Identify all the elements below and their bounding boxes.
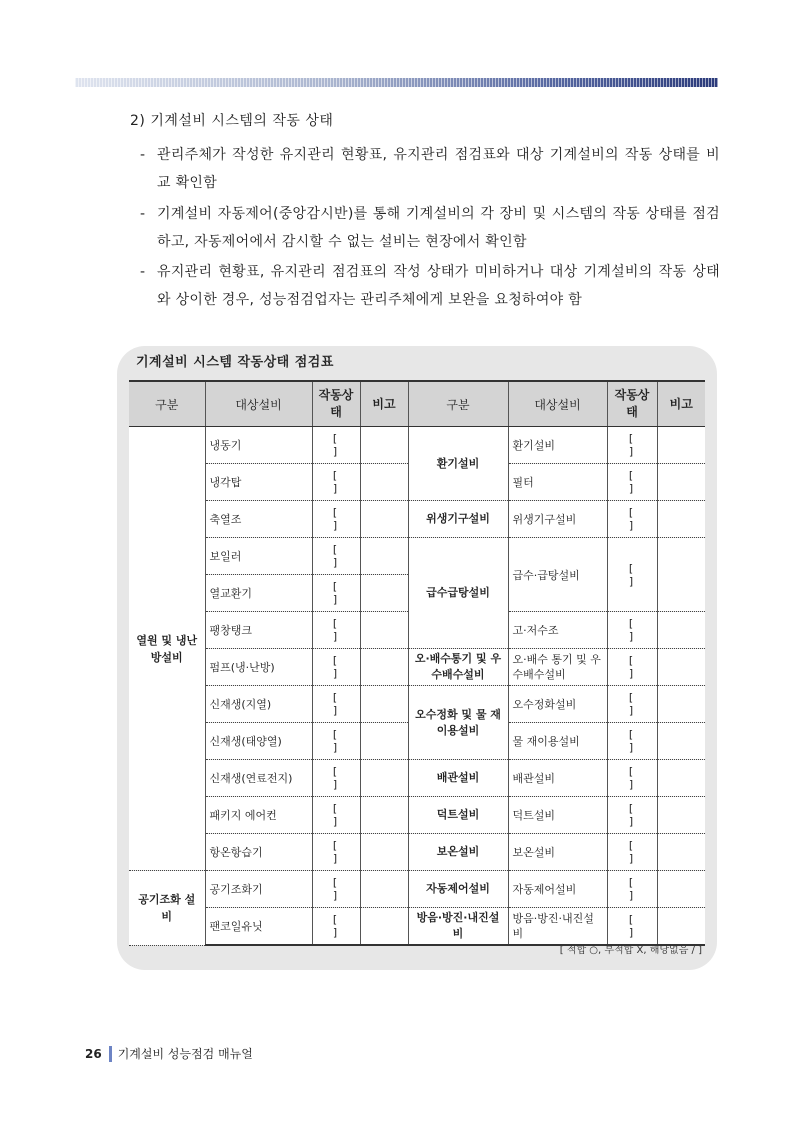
remark-cell[interactable]	[657, 797, 705, 834]
header-category: 구분	[408, 381, 508, 427]
remark-cell[interactable]	[360, 649, 408, 686]
equipment-cell: 열교환기	[205, 575, 312, 612]
operation-check[interactable]: [ ]	[312, 871, 360, 908]
bullet-mark: -	[140, 206, 146, 222]
table-row	[129, 501, 705, 538]
category-water: 급수급탕설비	[408, 538, 508, 649]
remark-cell[interactable]	[657, 871, 705, 908]
operation-check[interactable]: [ ]	[607, 686, 657, 723]
equipment-cell: 위생기구설비	[508, 501, 607, 538]
table-row	[129, 834, 705, 871]
equipment-cell: 축열조	[205, 501, 312, 538]
remark-cell[interactable]	[657, 612, 705, 649]
equipment-cell: 냉각탑	[205, 464, 312, 501]
operation-check[interactable]: [ ]	[607, 501, 657, 538]
category-control: 자동제어설비	[408, 871, 508, 908]
remark-cell[interactable]	[657, 464, 705, 501]
equipment-cell: 물 재이용설비	[508, 723, 607, 760]
checklist-title: 기계설비 시스템 작동상태 점검표	[136, 355, 334, 370]
equipment-cell: 덕트설비	[508, 797, 607, 834]
header-remark: 비고	[657, 381, 705, 427]
table-row	[129, 686, 705, 723]
bullet-item	[130, 141, 720, 197]
remark-cell[interactable]	[360, 760, 408, 797]
category-sanitary: 위생기구설비	[408, 501, 508, 538]
footer-title: 기계설비 성능점검 매뉴얼	[117, 1047, 253, 1061]
section-heading: 2) 기계설비 시스템의 작동 상태	[130, 113, 334, 129]
header-category: 구분	[129, 381, 205, 427]
equipment-cell: 신재생(지열)	[205, 686, 312, 723]
operation-check[interactable]: [ ]	[312, 501, 360, 538]
operation-check[interactable]: [ ]	[312, 612, 360, 649]
header-decoration-bar	[75, 78, 718, 87]
equipment-cell: 항온항습기	[205, 834, 312, 871]
table-legend: [ 적합 ○, 부적합 X, 해당없음 / ]	[559, 945, 702, 956]
equipment-cell: 오수정화설비	[508, 686, 607, 723]
remark-cell[interactable]	[657, 760, 705, 797]
equipment-cell: 냉동기	[205, 427, 312, 464]
equipment-cell: 보온설비	[508, 834, 607, 871]
equipment-cell: 급수·급탕설비	[508, 538, 607, 612]
remark-cell[interactable]	[360, 797, 408, 834]
remark-cell[interactable]	[657, 686, 705, 723]
equipment-cell: 배관설비	[508, 760, 607, 797]
equipment-cell: 환기설비	[508, 427, 607, 464]
operation-check[interactable]: [ ]	[312, 760, 360, 797]
remark-cell[interactable]	[360, 427, 408, 464]
remark-cell[interactable]	[360, 871, 408, 908]
bullet-item	[130, 258, 720, 314]
equipment-cell: 오·배수 통기 및 우수배수설비	[508, 649, 607, 686]
remark-cell[interactable]	[657, 427, 705, 464]
page-footer	[85, 1045, 253, 1062]
bullet-item	[130, 200, 720, 256]
operation-check[interactable]: [ ]	[607, 834, 657, 871]
table-row	[129, 760, 705, 797]
equipment-cell: 펌프(냉·난방)	[205, 649, 312, 686]
category-sewage: 오수정화 및 물 재이용설비	[408, 686, 508, 760]
remark-cell[interactable]	[360, 538, 408, 575]
operation-check[interactable]: [ ]	[312, 464, 360, 501]
header-operation: 작동상태	[312, 381, 360, 427]
operation-check[interactable]: [ ]	[607, 908, 657, 946]
table-row	[129, 649, 705, 686]
operation-check[interactable]: [ ]	[607, 649, 657, 686]
bullet-mark: -	[140, 147, 146, 163]
table-row	[129, 797, 705, 834]
remark-cell[interactable]	[360, 723, 408, 760]
bullet-text: 관리주체가 작성한 유지관리 현황표, 유지관리 점검표와 대상 기계설비의 작동 상태를 비교 확인함	[157, 147, 720, 191]
bullet-text: 기계설비 자동제어(중앙감시반)를 통해 기계설비의 각 장비 및 시스템의 작동 상태를 점검하고, 자동제어에서 감시할 수 없는 설비는 현장에서 확인함	[157, 206, 720, 250]
operation-check[interactable]: [ ]	[607, 427, 657, 464]
equipment-cell: 방음·방진·내진설비	[508, 908, 607, 946]
remark-cell[interactable]	[360, 908, 408, 946]
category-heating: 열원 및 냉난방설비	[129, 427, 205, 871]
equipment-cell: 고·저수조	[508, 612, 607, 649]
operation-check[interactable]: [ ]	[312, 649, 360, 686]
equipment-cell: 팽창탱크	[205, 612, 312, 649]
footer-divider	[109, 1046, 112, 1062]
operation-check[interactable]: [ ]	[312, 797, 360, 834]
bullet-mark: -	[140, 264, 146, 280]
operation-check[interactable]: [ ]	[607, 760, 657, 797]
remark-cell[interactable]	[360, 612, 408, 649]
table-row	[129, 427, 705, 464]
bullet-text: 유지관리 현황표, 유지관리 점검표의 작성 상태가 미비하거나 대상 기계설비의 작동 상태와 상이한 경우, 성능점검업자는 관리주체에게 보완을 요청하여야 함	[157, 264, 720, 308]
category-drainage: 오·배수통기 및 우수배수설비	[408, 649, 508, 686]
operation-check[interactable]: [ ]	[607, 723, 657, 760]
operation-check[interactable]: [ ]	[312, 538, 360, 575]
equipment-cell: 신재생(연료전지)	[205, 760, 312, 797]
remark-cell[interactable]	[360, 686, 408, 723]
table-header-row	[129, 381, 705, 427]
remark-cell[interactable]	[360, 501, 408, 538]
remark-cell[interactable]	[657, 501, 705, 538]
remark-cell[interactable]	[657, 834, 705, 871]
category-noise: 방음·방진·내진설비	[408, 908, 508, 946]
remark-cell[interactable]	[360, 834, 408, 871]
page-number: 26	[85, 1046, 102, 1061]
operation-check[interactable]: [ ]	[607, 538, 657, 612]
remark-cell[interactable]	[657, 723, 705, 760]
equipment-cell: 자동제어설비	[508, 871, 607, 908]
category-aircon: 공기조화 설비	[129, 871, 205, 946]
remark-cell[interactable]	[657, 908, 705, 946]
header-remark: 비고	[360, 381, 408, 427]
operation-check[interactable]: [ ]	[607, 797, 657, 834]
operation-check[interactable]: [ ]	[312, 723, 360, 760]
operation-check[interactable]: [ ]	[607, 464, 657, 501]
category-insulation: 보온설비	[408, 834, 508, 871]
remark-cell[interactable]	[657, 538, 705, 612]
header-equipment: 대상설비	[508, 381, 607, 427]
equipment-cell: 공기조화기	[205, 871, 312, 908]
table-row	[129, 871, 705, 908]
category-ventilation: 환기설비	[408, 427, 508, 501]
operation-check[interactable]: [ ]	[312, 427, 360, 464]
equipment-cell: 신재생(태양열)	[205, 723, 312, 760]
header-operation: 작동상태	[607, 381, 657, 427]
table-row	[129, 908, 705, 946]
operation-check[interactable]: [ ]	[607, 612, 657, 649]
equipment-cell: 필터	[508, 464, 607, 501]
remark-cell[interactable]	[360, 575, 408, 612]
header-equipment: 대상설비	[205, 381, 312, 427]
category-piping: 배관설비	[408, 760, 508, 797]
remark-cell[interactable]	[360, 464, 408, 501]
operation-check[interactable]: [ ]	[312, 575, 360, 612]
operation-check[interactable]: [ ]	[312, 908, 360, 946]
remark-cell[interactable]	[657, 649, 705, 686]
equipment-cell: 팬코일유닛	[205, 908, 312, 946]
equipment-cell: 패키지 에어컨	[205, 797, 312, 834]
checklist-table	[129, 380, 705, 946]
operation-check[interactable]: [ ]	[312, 834, 360, 871]
operation-check[interactable]: [ ]	[607, 871, 657, 908]
operation-check[interactable]: [ ]	[312, 686, 360, 723]
equipment-cell: 보일러	[205, 538, 312, 575]
category-duct: 덕트설비	[408, 797, 508, 834]
table-row	[129, 538, 705, 575]
